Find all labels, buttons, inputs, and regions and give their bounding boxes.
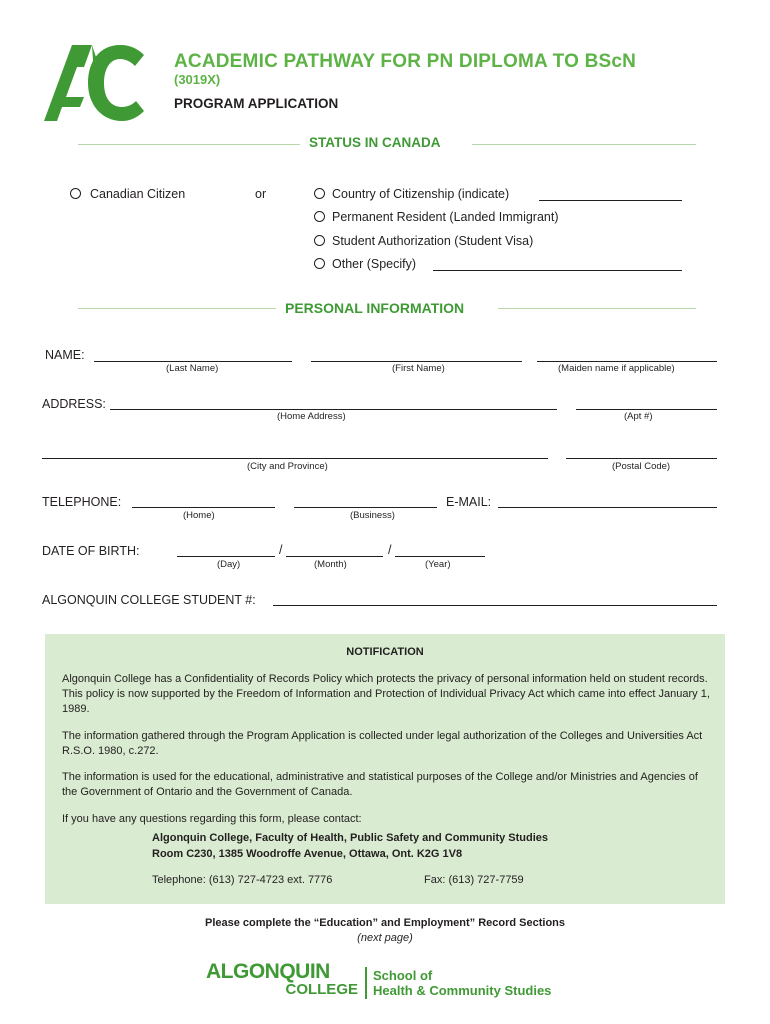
logo-divider: [365, 967, 367, 999]
maiden-name-field[interactable]: [537, 361, 717, 362]
other-specify-label: Other (Specify): [332, 257, 417, 271]
business-phone-field[interactable]: [294, 507, 437, 508]
dob-month-field[interactable]: [286, 556, 383, 557]
contact-address-line: Algonquin College, Faculty of Health, Public Safety and Community Studies: [152, 832, 549, 844]
name-label: NAME:: [45, 348, 85, 362]
last-name-caption: (Last Name): [166, 363, 219, 374]
first-name-caption: (First Name): [392, 363, 445, 374]
notification-title: NOTIFICATION: [346, 646, 424, 658]
home-address-field[interactable]: [110, 409, 557, 410]
notification-box: [45, 634, 725, 904]
section-heading-personal: PERSONAL INFORMATION: [285, 300, 465, 316]
home-address-caption: (Home Address): [277, 411, 346, 422]
telephone-label: TELEPHONE:: [42, 495, 122, 509]
dob-day-field[interactable]: [177, 556, 275, 557]
student-number-field[interactable]: [273, 605, 717, 606]
city-province-caption: (City and Province): [247, 461, 328, 472]
apt-field[interactable]: [576, 409, 717, 410]
algonquin-college-logo: [206, 961, 358, 998]
permanent-resident-label: Permanent Resident (Landed Immigrant): [332, 210, 559, 224]
or-label: or: [255, 187, 267, 201]
school-name-line: Health & Community Studies: [373, 983, 552, 998]
section-divider: [78, 308, 276, 309]
first-name-field[interactable]: [311, 361, 522, 362]
country-of-citizenship-label: Country of Citizenship (indicate): [332, 187, 510, 201]
notification-paragraph: The information gathered through the Program Application is collected under legal authorization of the Colleges and Universities Act R.S.O. 1980, c.272.: [62, 730, 703, 757]
home-phone-caption: (Home): [183, 510, 215, 521]
section-divider: [498, 308, 696, 309]
student-authorization-label: Student Authorization (Student Visa): [332, 234, 534, 248]
dob-year-field[interactable]: [395, 556, 485, 557]
maiden-name-caption: (Maiden name if applicable): [558, 363, 675, 374]
radio-canadian-citizen[interactable]: [70, 188, 81, 199]
business-phone-caption: (Business): [350, 510, 395, 521]
email-label: E-MAIL:: [446, 495, 492, 509]
footer-next-page: (next page): [357, 932, 413, 944]
dob-separator: /: [279, 543, 283, 557]
form-subtitle: PROGRAM APPLICATION: [174, 96, 339, 111]
form-title: ACADEMIC PATHWAY FOR PN DIPLOMA TO BScN: [174, 51, 637, 72]
ac-logo: [44, 45, 144, 121]
other-specify-field[interactable]: [433, 270, 682, 271]
radio-other[interactable]: [314, 258, 325, 269]
address-label: ADDRESS:: [42, 397, 106, 411]
dob-year-caption: (Year): [425, 559, 451, 570]
section-divider: [78, 144, 300, 145]
postal-code-field[interactable]: [566, 458, 717, 459]
section-heading-status: STATUS IN CANADA: [309, 135, 441, 150]
contact-address-line: Room C230, 1385 Woodroffe Avenue, Ottawa, Ont. K2G 1V8: [152, 848, 463, 860]
school-name: [373, 968, 551, 998]
logo-algonquin-text: ALGONQUIN: [206, 960, 330, 983]
logo-college-text: COLLEGE: [285, 981, 358, 998]
canadian-citizen-label: Canadian Citizen: [90, 187, 186, 201]
home-phone-field[interactable]: [132, 507, 275, 508]
program-code: (3019X): [174, 72, 221, 87]
school-name-line: School of: [373, 968, 433, 983]
last-name-field[interactable]: [94, 361, 292, 362]
dob-month-caption: (Month): [314, 559, 347, 570]
apt-caption: (Apt #): [624, 411, 653, 422]
notification-paragraph: If you have any questions regarding this form, please contact:: [62, 813, 362, 825]
contact-telephone: Telephone: (613) 727-4723 ext. 7776: [152, 874, 333, 886]
radio-student-authorization[interactable]: [314, 235, 325, 246]
radio-permanent-resident[interactable]: [314, 211, 325, 222]
city-province-field[interactable]: [42, 458, 548, 459]
footer-instruction: Please complete the “Education” and Employment” Record Sections: [204, 917, 566, 929]
radio-country-of-citizenship[interactable]: [314, 188, 325, 199]
section-divider: [472, 144, 696, 145]
date-of-birth-label: DATE OF BIRTH:: [42, 544, 140, 558]
dob-separator: /: [388, 543, 392, 557]
notification-paragraph: The information is used for the educational, administrative and statistical purposes of the College and/or Ministries and Agencies of the Government of Ontario and the Government of Canada.: [62, 771, 698, 798]
country-of-citizenship-field[interactable]: [539, 200, 682, 201]
student-number-label: ALGONQUIN COLLEGE STUDENT #:: [42, 593, 256, 607]
contact-fax: Fax: (613) 727-7759: [424, 874, 524, 886]
notification-paragraph: Algonquin College has a Confidentiality of Records Policy which protects the privacy of personal information held on student records. This policy is now supported by the Freedom of Information and Protection of Individual Privacy Act which came into effect January 1, 1989.: [62, 673, 710, 715]
postal-code-caption: (Postal Code): [612, 461, 671, 472]
dob-day-caption: (Day): [217, 559, 241, 570]
email-field[interactable]: [498, 507, 717, 508]
